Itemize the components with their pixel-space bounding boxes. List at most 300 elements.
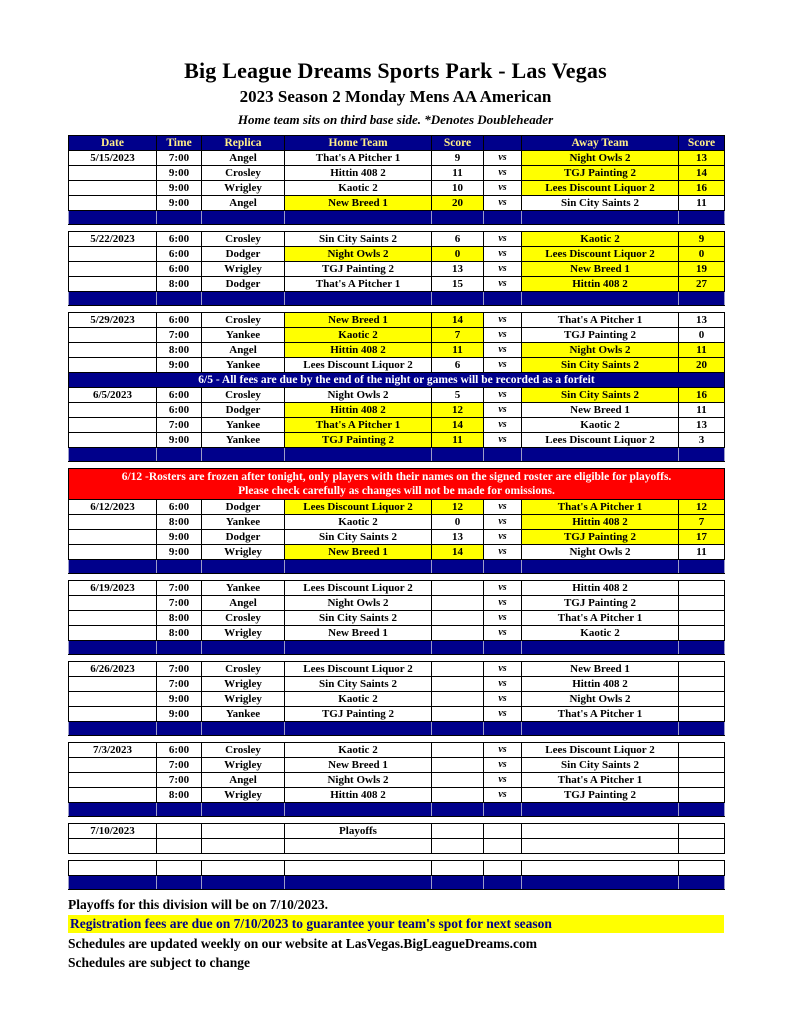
replica-cell: Yankee <box>202 328 285 343</box>
date-cell <box>69 403 157 418</box>
replica-cell: Wrigley <box>202 677 285 692</box>
time-cell: 6:00 <box>157 500 202 515</box>
vs-cell: vs <box>484 433 522 448</box>
away-score-cell <box>679 677 725 692</box>
home-score-cell: 6 <box>432 358 484 373</box>
spacer-row <box>69 225 725 232</box>
empty-cell <box>69 839 157 854</box>
separator-cell <box>432 448 484 462</box>
date-cell <box>69 758 157 773</box>
spacer-cell <box>69 462 725 469</box>
replica-cell: Dodger <box>202 530 285 545</box>
replica-cell: Yankee <box>202 418 285 433</box>
away-score-cell: 7 <box>679 515 725 530</box>
home-score-cell: 13 <box>432 530 484 545</box>
date-cell: 6/19/2023 <box>69 581 157 596</box>
spacer-row <box>69 574 725 581</box>
separator-cell <box>69 448 157 462</box>
separator-cell <box>679 641 725 655</box>
home-score-cell: 12 <box>432 403 484 418</box>
time-cell: 7:00 <box>157 773 202 788</box>
home-score-cell <box>432 773 484 788</box>
separator-cell <box>285 722 432 736</box>
replica-cell: Wrigley <box>202 788 285 803</box>
time-cell: 6:00 <box>157 247 202 262</box>
game-row <box>69 677 725 692</box>
replica-cell: Angel <box>202 196 285 211</box>
home-team-cell: Hittin 408 2 <box>285 166 432 181</box>
away-team-cell: Sin City Saints 2 <box>522 388 679 403</box>
roster-banner-row <box>69 469 725 500</box>
time-cell: 6:00 <box>157 743 202 758</box>
home-score-cell: 20 <box>432 196 484 211</box>
vs-cell: vs <box>484 418 522 433</box>
vs-cell: vs <box>484 662 522 677</box>
time-cell: 9:00 <box>157 692 202 707</box>
away-score-cell: 12 <box>679 500 725 515</box>
game-row <box>69 433 725 448</box>
home-team-cell: Kaotic 2 <box>285 692 432 707</box>
empty-cell <box>679 861 725 876</box>
replica-cell: Crosley <box>202 313 285 328</box>
separator-cell <box>432 560 484 574</box>
time-cell: 8:00 <box>157 626 202 641</box>
separator-row <box>69 448 725 462</box>
away-score-cell: 13 <box>679 313 725 328</box>
away-team-cell: That's A Pitcher 1 <box>522 313 679 328</box>
replica-cell: Angel <box>202 773 285 788</box>
home-team-cell: Hittin 408 2 <box>285 788 432 803</box>
column-header: Away Team <box>522 136 679 151</box>
date-cell: 6/12/2023 <box>69 500 157 515</box>
home-score-cell: 11 <box>432 166 484 181</box>
date-cell: 5/22/2023 <box>69 232 157 247</box>
replica-cell: Crosley <box>202 232 285 247</box>
home-score-cell: 0 <box>432 247 484 262</box>
home-score-cell <box>432 611 484 626</box>
home-team-cell: Kaotic 2 <box>285 181 432 196</box>
empty-cell <box>522 861 679 876</box>
home-team-cell: Night Owls 2 <box>285 247 432 262</box>
game-row <box>69 181 725 196</box>
game-row <box>69 388 725 403</box>
schedule-table <box>68 135 725 890</box>
away-score-cell: 9 <box>679 232 725 247</box>
empty-cell <box>522 839 679 854</box>
replica-cell: Crosley <box>202 166 285 181</box>
separator-cell <box>202 803 285 817</box>
spacer-cell <box>69 655 725 662</box>
replica-cell: Crosley <box>202 611 285 626</box>
game-row <box>69 611 725 626</box>
separator-cell <box>484 722 522 736</box>
replica-cell: Dodger <box>202 247 285 262</box>
away-team-cell: TGJ Painting 2 <box>522 788 679 803</box>
vs-cell: vs <box>484 611 522 626</box>
away-score-cell: 20 <box>679 358 725 373</box>
date-cell <box>69 166 157 181</box>
vs-cell: vs <box>484 788 522 803</box>
date-cell: 6/26/2023 <box>69 662 157 677</box>
away-score-cell: 0 <box>679 328 725 343</box>
replica-cell: Wrigley <box>202 758 285 773</box>
table-body <box>69 151 725 890</box>
separator-cell <box>679 876 725 890</box>
separator-cell <box>157 722 202 736</box>
game-row <box>69 277 725 292</box>
time-cell: 8:00 <box>157 515 202 530</box>
separator-cell <box>484 292 522 306</box>
away-score-cell: 16 <box>679 388 725 403</box>
replica-cell: Yankee <box>202 358 285 373</box>
away-score-cell: 17 <box>679 530 725 545</box>
date-cell <box>69 418 157 433</box>
vs-cell: vs <box>484 530 522 545</box>
game-row <box>69 692 725 707</box>
home-score-cell: 0 <box>432 515 484 530</box>
away-team-cell: Hittin 408 2 <box>522 277 679 292</box>
home-team-cell: Hittin 408 2 <box>285 343 432 358</box>
away-score-cell: 13 <box>679 418 725 433</box>
away-score-cell <box>679 758 725 773</box>
game-row <box>69 166 725 181</box>
empty-cell <box>679 839 725 854</box>
date-cell <box>69 277 157 292</box>
time-cell: 6:00 <box>157 388 202 403</box>
away-team-cell: Lees Discount Liquor 2 <box>522 743 679 758</box>
away-team-cell: That's A Pitcher 1 <box>522 500 679 515</box>
replica-cell: Wrigley <box>202 545 285 560</box>
playoffs-row <box>69 824 725 839</box>
date-cell: 5/15/2023 <box>69 151 157 166</box>
vs-cell <box>484 824 522 839</box>
away-team-cell: Lees Discount Liquor 2 <box>522 181 679 196</box>
time-cell: 9:00 <box>157 166 202 181</box>
separator-cell <box>157 876 202 890</box>
game-row <box>69 707 725 722</box>
separator-cell <box>202 292 285 306</box>
home-score-cell: 10 <box>432 181 484 196</box>
away-score-cell <box>679 773 725 788</box>
replica-cell: Wrigley <box>202 262 285 277</box>
away-score-cell <box>679 626 725 641</box>
date-cell <box>69 677 157 692</box>
time-cell: 8:00 <box>157 343 202 358</box>
home-score-cell: 14 <box>432 418 484 433</box>
page-title: Big League Dreams Sports Park - Las Vegas <box>184 58 607 83</box>
away-score-cell <box>679 611 725 626</box>
home-team-cell: Sin City Saints 2 <box>285 232 432 247</box>
date-cell <box>69 262 157 277</box>
vs-cell: vs <box>484 596 522 611</box>
separator-cell <box>484 448 522 462</box>
away-team-cell <box>522 824 679 839</box>
separator-cell <box>202 448 285 462</box>
game-row <box>69 328 725 343</box>
separator-cell <box>679 211 725 225</box>
away-team-cell: TGJ Painting 2 <box>522 596 679 611</box>
time-cell: 9:00 <box>157 707 202 722</box>
away-team-cell: Night Owls 2 <box>522 545 679 560</box>
time-cell: 6:00 <box>157 313 202 328</box>
playoffs-label-cell: Playoffs <box>285 824 432 839</box>
home-score-cell <box>432 692 484 707</box>
spacer-cell <box>69 225 725 232</box>
home-score-cell <box>432 626 484 641</box>
empty-cell <box>202 839 285 854</box>
separator-cell <box>69 803 157 817</box>
home-score-cell: 14 <box>432 545 484 560</box>
separator-cell <box>432 292 484 306</box>
spacer-row <box>69 655 725 662</box>
separator-cell <box>69 876 157 890</box>
away-score-cell <box>679 581 725 596</box>
separator-cell <box>432 722 484 736</box>
replica-cell: Crosley <box>202 743 285 758</box>
time-cell <box>157 824 202 839</box>
away-team-cell: New Breed 1 <box>522 403 679 418</box>
empty-cell <box>202 861 285 876</box>
separator-cell <box>157 292 202 306</box>
game-row <box>69 418 725 433</box>
vs-cell: vs <box>484 500 522 515</box>
away-score-cell: 3 <box>679 433 725 448</box>
away-score-cell: 13 <box>679 151 725 166</box>
replica-cell: Yankee <box>202 707 285 722</box>
game-row <box>69 151 725 166</box>
replica-cell: Dodger <box>202 403 285 418</box>
time-cell: 9:00 <box>157 545 202 560</box>
away-score-cell: 11 <box>679 196 725 211</box>
separator-row <box>69 560 725 574</box>
separator-cell <box>157 641 202 655</box>
game-row <box>69 358 725 373</box>
home-score-cell: 13 <box>432 262 484 277</box>
time-cell: 6:00 <box>157 262 202 277</box>
date-cell <box>69 247 157 262</box>
separator-cell <box>484 803 522 817</box>
vs-cell: vs <box>484 581 522 596</box>
replica-cell: Dodger <box>202 277 285 292</box>
away-team-cell: TGJ Painting 2 <box>522 530 679 545</box>
game-row <box>69 343 725 358</box>
empty-row <box>69 839 725 854</box>
time-cell: 6:00 <box>157 403 202 418</box>
away-score-cell <box>679 707 725 722</box>
separator-cell <box>69 211 157 225</box>
vs-cell: vs <box>484 677 522 692</box>
time-cell: 8:00 <box>157 611 202 626</box>
separator-cell <box>202 211 285 225</box>
home-team-cell: Hittin 408 2 <box>285 403 432 418</box>
page-header <box>0 0 791 128</box>
time-cell: 7:00 <box>157 677 202 692</box>
home-team-cell: That's A Pitcher 1 <box>285 277 432 292</box>
away-team-cell: Hittin 408 2 <box>522 677 679 692</box>
away-team-cell: That's A Pitcher 1 <box>522 773 679 788</box>
away-score-cell: 0 <box>679 247 725 262</box>
separator-cell <box>522 560 679 574</box>
column-header: Replica <box>202 136 285 151</box>
away-team-cell: New Breed 1 <box>522 662 679 677</box>
time-cell: 8:00 <box>157 788 202 803</box>
date-cell <box>69 181 157 196</box>
home-score-cell <box>432 662 484 677</box>
roster-banner-line: Please check carefully as changes will not be made for omissions. <box>238 485 555 497</box>
vs-cell: vs <box>484 707 522 722</box>
game-row <box>69 232 725 247</box>
vs-cell: vs <box>484 247 522 262</box>
empty-cell <box>484 839 522 854</box>
vs-cell: vs <box>484 313 522 328</box>
replica-cell: Dodger <box>202 500 285 515</box>
separator-row <box>69 803 725 817</box>
spacer-row <box>69 462 725 469</box>
date-cell <box>69 515 157 530</box>
separator-cell <box>484 641 522 655</box>
away-team-cell: TGJ Painting 2 <box>522 166 679 181</box>
home-team-cell: Kaotic 2 <box>285 743 432 758</box>
home-score-cell: 15 <box>432 277 484 292</box>
replica-cell: Angel <box>202 343 285 358</box>
home-team-cell: TGJ Painting 2 <box>285 262 432 277</box>
separator-cell <box>202 641 285 655</box>
away-score-cell: 16 <box>679 181 725 196</box>
page-subtitle: 2023 Season 2 Monday Mens AA American <box>239 87 552 106</box>
date-cell <box>69 433 157 448</box>
separator-cell <box>285 448 432 462</box>
column-header <box>484 136 522 151</box>
home-score-cell <box>432 788 484 803</box>
vs-cell: vs <box>484 545 522 560</box>
away-team-cell: Sin City Saints 2 <box>522 758 679 773</box>
separator-cell <box>522 876 679 890</box>
vs-cell: vs <box>484 403 522 418</box>
away-score-cell <box>679 596 725 611</box>
home-team-cell: Lees Discount Liquor 2 <box>285 662 432 677</box>
home-team-cell: Sin City Saints 2 <box>285 611 432 626</box>
empty-cell <box>484 861 522 876</box>
away-team-cell: That's A Pitcher 1 <box>522 611 679 626</box>
home-team-cell: TGJ Painting 2 <box>285 707 432 722</box>
away-score-cell: 14 <box>679 166 725 181</box>
notice-row <box>69 373 725 388</box>
home-score-cell <box>432 596 484 611</box>
empty-row <box>69 861 725 876</box>
away-score-cell: 19 <box>679 262 725 277</box>
registration-notice: Registration fees are due on 7/10/2023 to guarantee your team's spot for next season <box>68 915 724 933</box>
home-team-cell: Sin City Saints 2 <box>285 677 432 692</box>
game-row <box>69 743 725 758</box>
game-row <box>69 596 725 611</box>
away-team-cell: Kaotic 2 <box>522 626 679 641</box>
page-footer <box>68 895 724 972</box>
separator-cell <box>522 641 679 655</box>
replica-cell: Yankee <box>202 581 285 596</box>
separator-cell <box>285 876 432 890</box>
home-team-cell: New Breed 1 <box>285 313 432 328</box>
separator-row <box>69 211 725 225</box>
replica-cell <box>202 824 285 839</box>
vs-cell: vs <box>484 277 522 292</box>
away-team-cell: Lees Discount Liquor 2 <box>522 247 679 262</box>
home-score-cell <box>432 743 484 758</box>
separator-cell <box>202 876 285 890</box>
away-team-cell: Night Owls 2 <box>522 343 679 358</box>
game-row <box>69 545 725 560</box>
column-header: Score <box>679 136 725 151</box>
separator-cell <box>522 448 679 462</box>
vs-cell: vs <box>484 773 522 788</box>
game-row <box>69 581 725 596</box>
home-team-cell: Night Owls 2 <box>285 596 432 611</box>
separator-cell <box>679 292 725 306</box>
vs-cell: vs <box>484 388 522 403</box>
time-cell: 9:00 <box>157 181 202 196</box>
away-team-cell: Hittin 408 2 <box>522 515 679 530</box>
separator-cell <box>157 448 202 462</box>
separator-cell <box>522 722 679 736</box>
separator-cell <box>432 803 484 817</box>
spacer-cell <box>69 736 725 743</box>
away-team-cell: Kaotic 2 <box>522 232 679 247</box>
empty-cell <box>157 861 202 876</box>
vs-cell: vs <box>484 343 522 358</box>
vs-cell: vs <box>484 166 522 181</box>
fees-notice-text: 6/5 - All fees are due by the end of the night or games will be recorded as a forfeit <box>69 373 725 388</box>
home-score-cell <box>432 824 484 839</box>
home-team-cell: Kaotic 2 <box>285 515 432 530</box>
date-cell <box>69 773 157 788</box>
footer-line: Playoffs for this division will be on 7/10/2023. <box>68 897 329 912</box>
time-cell: 9:00 <box>157 358 202 373</box>
home-team-cell: That's A Pitcher 1 <box>285 418 432 433</box>
separator-cell <box>202 722 285 736</box>
separator-cell <box>484 560 522 574</box>
separator-cell <box>285 803 432 817</box>
game-row <box>69 530 725 545</box>
date-cell <box>69 596 157 611</box>
spacer-cell <box>69 574 725 581</box>
separator-cell <box>522 211 679 225</box>
separator-cell <box>69 722 157 736</box>
home-team-cell: That's A Pitcher 1 <box>285 151 432 166</box>
away-team-cell: Night Owls 2 <box>522 151 679 166</box>
away-team-cell: New Breed 1 <box>522 262 679 277</box>
date-cell <box>69 530 157 545</box>
game-row <box>69 626 725 641</box>
date-cell <box>69 328 157 343</box>
spacer-cell <box>69 817 725 824</box>
vs-cell: vs <box>484 743 522 758</box>
page-note: Home team sits on third base side. *Denotes Doubleheader <box>237 112 554 127</box>
home-score-cell <box>432 581 484 596</box>
vs-cell: vs <box>484 358 522 373</box>
spacer-row <box>69 736 725 743</box>
home-team-cell: New Breed 1 <box>285 196 432 211</box>
away-team-cell: Lees Discount Liquor 2 <box>522 433 679 448</box>
separator-cell <box>157 211 202 225</box>
time-cell: 6:00 <box>157 232 202 247</box>
column-header-row <box>69 136 725 151</box>
separator-row <box>69 876 725 890</box>
home-score-cell <box>432 707 484 722</box>
column-header: Score <box>432 136 484 151</box>
replica-cell: Angel <box>202 596 285 611</box>
home-team-cell: Lees Discount Liquor 2 <box>285 581 432 596</box>
vs-cell: vs <box>484 626 522 641</box>
vs-cell: vs <box>484 196 522 211</box>
